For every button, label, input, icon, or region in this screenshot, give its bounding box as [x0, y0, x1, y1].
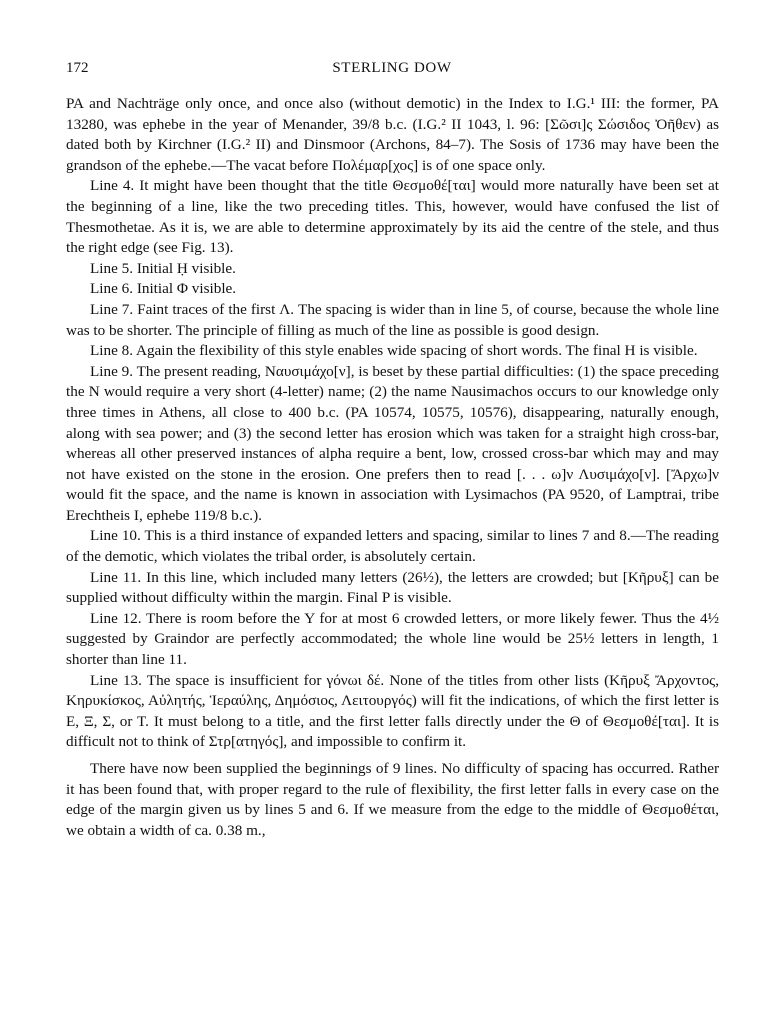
running-head: STERLING DOW [332, 60, 452, 76]
paragraph-line-4: Line 4. It might have been thought that the title Θεσμοθέ[ται] would more naturally have been set at the beginning of a line, like the two preceding titles. This, however, would have confused the list of Thesmothetae. As it is, we are able to determine approximately by its aid the centre of the stele, and thus the right edge (see Fig. 13). [66, 177, 719, 257]
paragraph-line-6: Line 6. Initial Φ visible. [90, 280, 237, 298]
page-number: 172 [66, 60, 89, 76]
paragraph-line-11: Line 11. In this line, which included many letters (26½), the letters are crowded; but [Κῆρυξ] can be supplied without difficulty within the margin. Final P is visible. [66, 568, 719, 607]
paragraph-line-10: Line 10. This is a third instance of expanded letters and spacing, similar to lines 7 and 8.—The reading of the demotic, which violates the tribal order, is absolutely certain. [66, 527, 719, 566]
paragraph-line-9: Line 9. The present reading, Ναυσιμάχο[ν], is beset by these partial difficulties: (1) the space preceding the N would require a very short (4-letter) name; (2) the name Nausimachos occurs to our knowledge only three times in Athens, all close to 400 b.c. (PA 10574, 10575, 10576), disappearing, naturally enough, along with sea power; and (3) the second letter has erosion which was taken for a straight high cross-bar, whereas all other preserved instances of alpha require a bent, low, crossed cross-bar which may and may not have existed on the stone in the erosion. One prefers then to read [. . . ω]ν Λυσιμάχο[ν]. [Ἄρχω]ν would fit the space, and the name is known in association with Lysimachos (PA 9520, of Lamptrai, tribe Erechtheis I, ephebe 119/8 b.c.). [66, 362, 719, 524]
paragraph-continuation: PA and Nachträge only once, and once also (without demotic) in the Index to I.G.¹ III: the former, PA 13280, was ephebe in the year of Menander, 39/8 b.c. (I.G.² II 1043, l. 96: [Σῶσι]ς Σώσιδος Ὀῆθεν) as dated both by Kirchner (I.G.² II) and Dinsmoor (Archons, 84–7). The Sosis of 1736 may have been the grandson of the ephebe.—The vacat before Πολέμαρ[χος] is of one space only. [66, 95, 719, 174]
paragraph-line-5: Line 5. Initial Ḥ visible. [90, 259, 236, 277]
paragraph-line-8: Line 8. Again the flexibility of this style enables wide spacing of short words. The final H is visible. [90, 342, 698, 360]
body-text [66, 94, 719, 841]
paragraph-line-7: Line 7. Faint traces of the first Λ. The spacing is wider than in line 5, of course, because the whole line was to be shorter. The principle of filling as much of the line as possible is good design. [66, 300, 719, 339]
page-header [66, 60, 718, 80]
paragraph-summary: There have now been supplied the beginnings of 9 lines. No difficulty of spacing has occurred. Rather it has been found that, with proper regard to the rule of flexibility, the first letter falls in every case on the edge of the margin given us by lines 5 and 6. If we measure from the edge to the middle of Θεσμοθέται, we obtain a width of ca. 0.38 m., [66, 760, 719, 839]
paragraph-line-13: Line 13. The space is insufficient for γόνωι δέ. None of the titles from other lists (Κῆρυξ Ἄρχοντος, Κηρυκίσκος, Αὐλητής, Ἱεραύλης, Δημόσιος, Λειτουργός) will fit the indications, of which the first letter is E, Ξ, Σ, or T. It must belong to a title, and the first letter falls directly under the Θ of Θεσμοθέ[ται]. It is difficult not to think of Στρ[ατηγός], and impossible to confirm it. [66, 671, 719, 751]
paragraph-line-12: Line 12. There is room before the Y for at most 6 crowded letters, or more likely fewer. Thus the 4½ suggested by Graindor are perfectly accommodated; the whole line would be 25½ letters in length, 1 shorter than line 11. [66, 609, 719, 669]
